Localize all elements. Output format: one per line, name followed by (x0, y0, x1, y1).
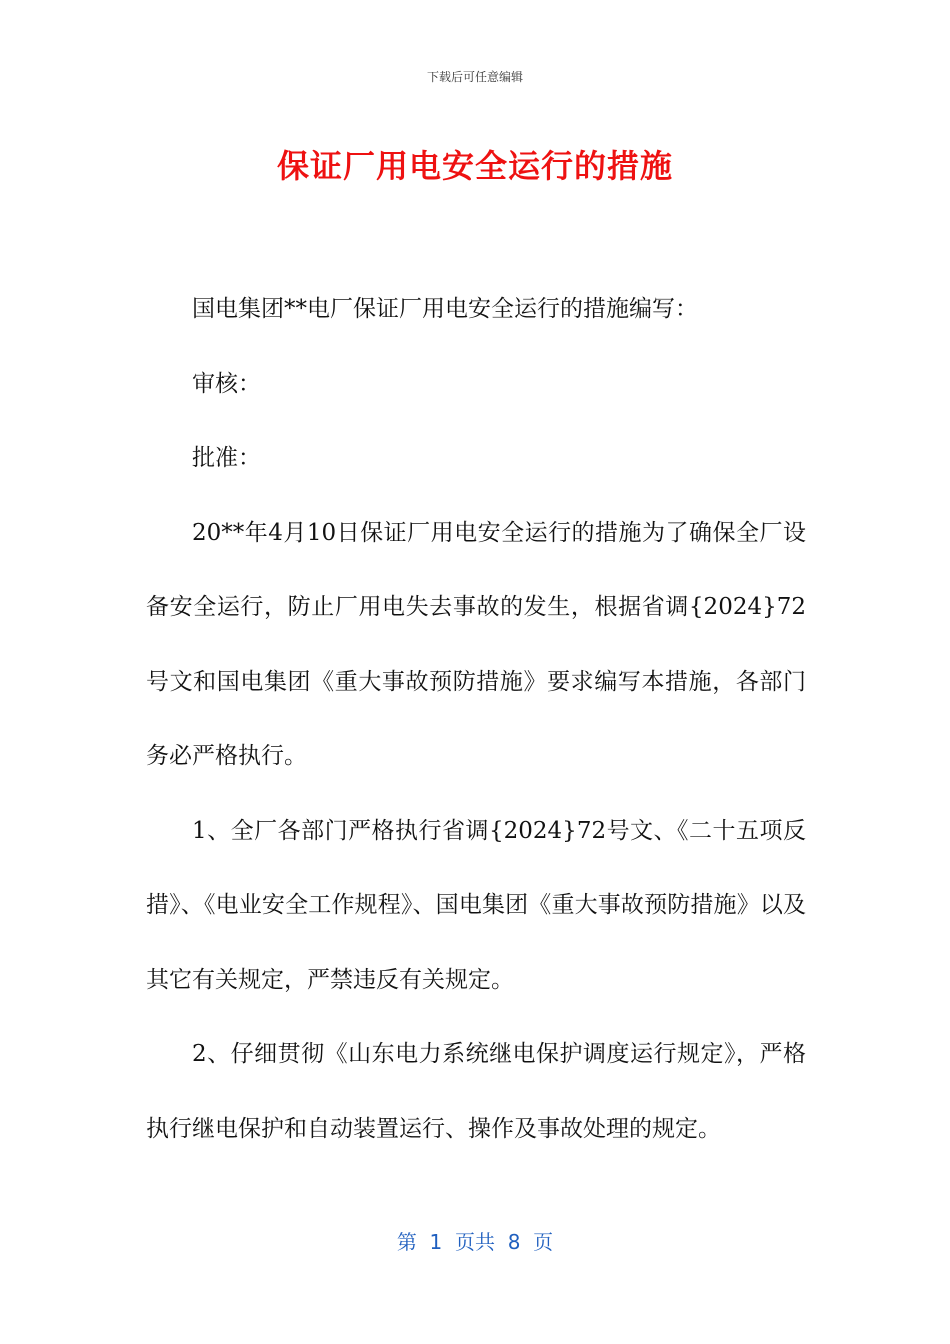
document-title: 保证厂用电安全运行的措施 (276, 147, 673, 185)
paragraph-item-1: 1、全厂各部门严格执行省调{2024}72号文、《二十五项反措》、《电业安全工作规程》、国电集团《重大事故预防措施》以及其它有关规定，严禁违反有关规定。 (146, 817, 806, 993)
page-number-footer: 第 1 页共 8 页 (396, 1230, 554, 1254)
paragraph-intro: 20**年4月10日保证厂用电安全运行的措施为了确保全厂设备安全运行，防止厂用电失去事故的发生，根据省调{2024}72号文和国电集团《重大事故预防措施》要求编写本措施，各部门务必严格执行。 (146, 519, 806, 769)
document-body (146, 272, 806, 1166)
paragraph-item-2: 2、仔细贯彻《山东电力系统继电保护调度运行规定》，严格执行继电保护和自动装置运行、操作及事故处理的规定。 (146, 1041, 806, 1142)
header-note: 下载后可任意编辑 (426, 70, 523, 84)
paragraph-reviewer: 审核： (192, 370, 261, 397)
paragraph-approver: 批准： (192, 445, 261, 471)
paragraph-compiler: 国电集团**电厂保证厂用电安全运行的措施编写： (192, 296, 698, 322)
